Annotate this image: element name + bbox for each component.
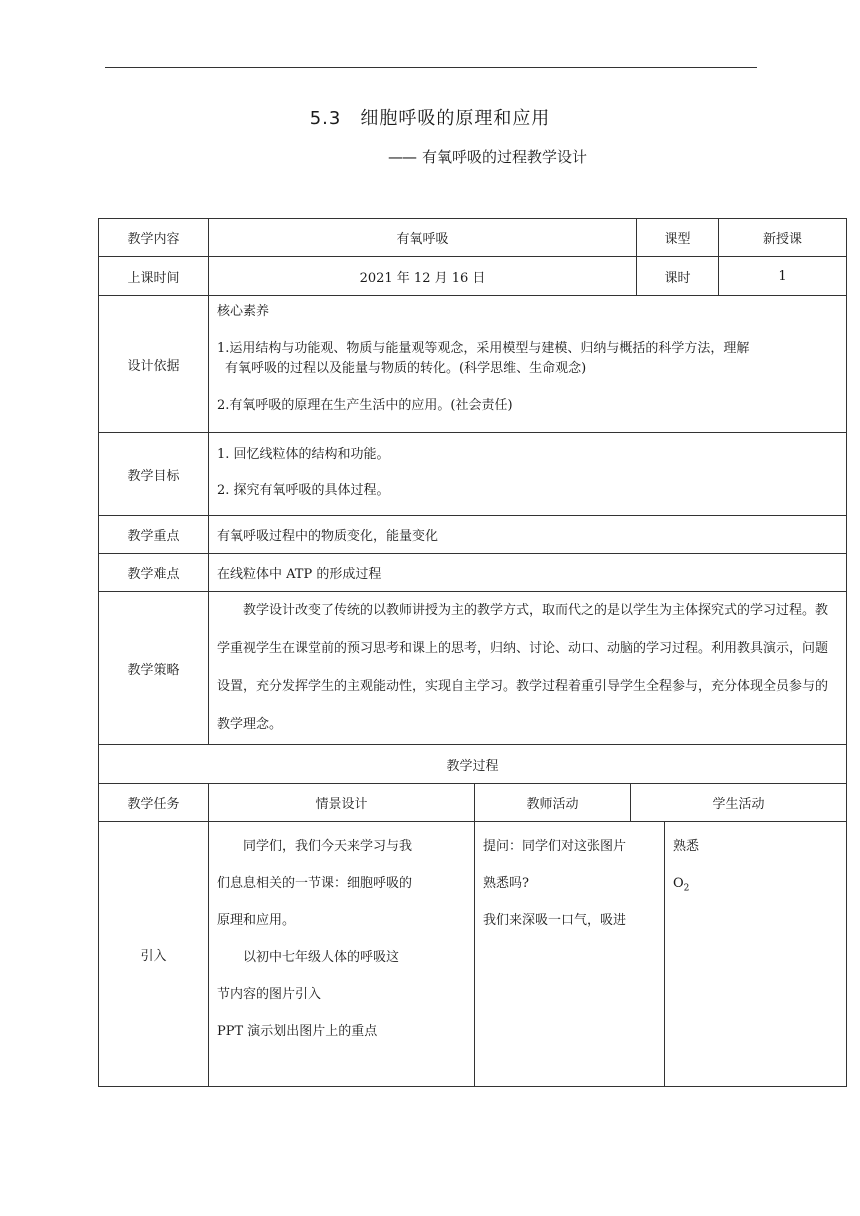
subtitle-text: 有氧呼吸的过程教学设计 (422, 148, 588, 166)
scene-line-6: PPT 演示划出图片上的重点 (217, 1024, 378, 1039)
label-basis: 设计依据 (99, 296, 209, 433)
student-cell (665, 822, 847, 1087)
scene-line-3: 原理和应用。 (217, 913, 296, 928)
strategy-text: 教学设计改变了传统的以教师讲授为主的教学方式，取而代之的是以学生为主体探究式的学习过程。教学重视学生在课堂前的预习思考和课上的思考，归纳、讨论、动口、动脑的学习过程。利用教具演示，问题设置，充分发挥学生的主观能动性，实现自主学习。教学过程着重引导学生全程参与，充分体现全员参与的教学理念。 (217, 603, 829, 732)
scene-line-2: 们息息相关的一节课：细胞呼吸的 (217, 876, 413, 891)
header-student: 学生活动 (631, 784, 847, 822)
value-type: 新授课 (719, 219, 847, 257)
row-process-title (99, 745, 847, 784)
label-difficulty: 教学难点 (99, 554, 209, 592)
teacher-line-2: 熟悉吗? (483, 876, 529, 891)
row-content (99, 219, 847, 257)
label-time: 上课时间 (99, 257, 209, 296)
label-strategy: 教学策略 (99, 592, 209, 745)
process-header-table (98, 783, 847, 822)
header-task: 教学任务 (99, 784, 209, 822)
teacher-cell (475, 822, 665, 1087)
scene-line-4: 以初中七年级人体的呼吸这 (243, 950, 400, 965)
row-focus (99, 516, 847, 554)
teacher-line-3: 我们来深吸一口气，吸进 (483, 913, 627, 928)
teacher-line-1: 提问：同学们对这张图片 (483, 839, 627, 854)
basis-heading: 核心素养 (217, 304, 270, 319)
process-title: 教学过程 (99, 745, 847, 784)
header-scene: 情景设计 (209, 784, 475, 822)
value-difficulty: 在线粒体中 ATP 的形成过程 (209, 554, 847, 592)
label-goal: 教学目标 (99, 433, 209, 516)
row-basis (99, 296, 847, 433)
row-difficulty (99, 554, 847, 592)
value-goal (209, 433, 847, 516)
scene-cell (209, 822, 475, 1087)
goal-item-1: 1. 回忆线粒体的结构和功能。 (217, 447, 390, 462)
value-strategy (209, 592, 847, 745)
top-rule (105, 67, 757, 68)
value-hours: 1 (719, 257, 847, 296)
student-line-2: $O_2$ (673, 876, 690, 894)
value-content: 有氧呼吸 (209, 219, 637, 257)
scene-line-1: 同学们，我们今天来学习与我 (243, 839, 413, 854)
label-type: 课型 (637, 219, 719, 257)
lesson-info-table (98, 218, 847, 784)
value-focus: 有氧呼吸过程中的物质变化，能量变化 (209, 516, 847, 554)
header-teacher: 教师活动 (475, 784, 631, 822)
value-time: 2021 年 12 月 16 日 (209, 257, 637, 296)
basis-item-1b: 有氧呼吸的过程以及能量与物质的转化。(科学思维、生命观念) (225, 361, 587, 376)
label-content: 教学内容 (99, 219, 209, 257)
task-intro: 引入 (99, 822, 209, 1087)
goal-item-2: 2. 探究有氧呼吸的具体过程。 (217, 483, 390, 498)
process-body-table (98, 821, 847, 1087)
label-focus: 教学重点 (99, 516, 209, 554)
scene-line-5: 节内容的图片引入 (217, 987, 322, 1002)
row-strategy (99, 592, 847, 745)
document-subtitle (388, 146, 587, 167)
row-time (99, 257, 847, 296)
basis-item-1a: 1.运用结构与功能观、物质与能量观等观念，采用模型与建模、归纳与概括的科学方法，理解 (217, 341, 750, 356)
document-title: 5.3 细胞呼吸的原理和应用 (309, 108, 551, 129)
row-goal (99, 433, 847, 516)
basis-item-2: 2.有氧呼吸的原理在生产生活中的应用。(社会责任) (217, 398, 513, 413)
value-basis (209, 296, 847, 433)
label-hours: 课时 (637, 257, 719, 296)
student-line-1: 熟悉 (673, 839, 700, 854)
subtitle-dash: —— (388, 148, 416, 166)
